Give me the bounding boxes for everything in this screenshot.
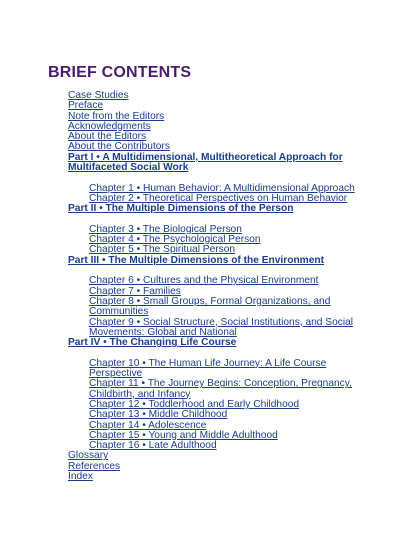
- toc-link-chapter-3[interactable]: Chapter 3 • The Biological Person: [89, 223, 242, 235]
- toc-link-references[interactable]: References: [68, 460, 121, 472]
- toc-link-about-contributors[interactable]: About the Contributors: [68, 141, 170, 153]
- toc-link-acknowledgments[interactable]: Acknowledgments: [68, 120, 151, 132]
- back-matter-list: [68, 451, 368, 482]
- page-title: BRIEF CONTENTS: [48, 64, 192, 81]
- toc-link-about-editors[interactable]: About the Editors: [68, 131, 147, 143]
- part-4-chapters: [68, 348, 368, 451]
- part-1-chapters: [68, 173, 368, 204]
- toc-link-part-4[interactable]: Part IV • The Changing Life Course: [68, 337, 237, 349]
- toc-part-3: [68, 256, 368, 266]
- toc-link-part-2[interactable]: Part II • The Multiple Dimensions of the Person: [68, 203, 294, 215]
- toc-link-glossary[interactable]: Glossary: [68, 450, 109, 462]
- toc-link-chapter-15[interactable]: Chapter 15 • Young and Middle Adulthood: [89, 429, 278, 441]
- toc-part-2: [68, 204, 368, 214]
- toc-link-chapter-2[interactable]: Chapter 2 • Theoretical Perspectives on Human Behavior: [89, 192, 348, 204]
- toc-link-chapter-8[interactable]: Chapter 8 • Small Groups, Formal Organizations, and Communities: [89, 295, 331, 318]
- toc-link-chapter-14[interactable]: Chapter 14 • Adolescence: [89, 419, 207, 431]
- toc-link-index[interactable]: Index: [68, 470, 93, 482]
- toc-link-part-3[interactable]: Part III • The Multiple Dimensions of the Environment: [68, 254, 325, 266]
- toc-link-part-1[interactable]: Part I • A Multidimensional, Multitheoretical Approach for Multifaceted Social Work: [68, 151, 343, 174]
- toc-link-chapter-1[interactable]: Chapter 1 • Human Behavior: A Multidimensional Approach: [89, 182, 355, 194]
- toc-link-chapter-13[interactable]: Chapter 13 • Middle Childhood: [89, 409, 228, 421]
- toc-link-chapter-11[interactable]: Chapter 11 • The Journey Begins: Conception, Pregnancy, Childbirth, and Infancy: [89, 378, 352, 400]
- part-2-chapters: [68, 215, 368, 256]
- toc-link-chapter-9[interactable]: Chapter 9 • Social Structure, Social Institutions, and Social Movements: Global and National: [89, 316, 354, 338]
- front-matter-list: [68, 91, 368, 153]
- toc-link-note-from-editors[interactable]: Note from the Editors: [68, 110, 165, 122]
- table-of-contents: [68, 91, 368, 482]
- toc-link-chapter-10[interactable]: Chapter 10 • The Human Life Journey: A Life Course Perspective: [89, 357, 327, 380]
- toc-link-chapter-7[interactable]: Chapter 7 • Families: [89, 285, 181, 297]
- toc-part-4: [68, 338, 368, 348]
- toc-link-chapter-12[interactable]: Chapter 12 • Toddlerhood and Early Childhood: [89, 398, 300, 410]
- toc-link-chapter-16[interactable]: Chapter 16 • Late Adulthood: [89, 440, 217, 452]
- toc-part-1: [68, 153, 368, 174]
- part-3-chapters: [68, 266, 368, 338]
- toc-link-chapter-6[interactable]: Chapter 6 • Cultures and the Physical Environment: [89, 275, 319, 287]
- toc-link-case-studies[interactable]: Case Studies: [68, 90, 129, 101]
- toc-link-preface[interactable]: Preface: [68, 100, 104, 112]
- toc-link-chapter-4[interactable]: Chapter 4 • The Psychological Person: [89, 234, 261, 246]
- toc-link-chapter-5[interactable]: Chapter 5 • The Spiritual Person: [89, 244, 236, 256]
